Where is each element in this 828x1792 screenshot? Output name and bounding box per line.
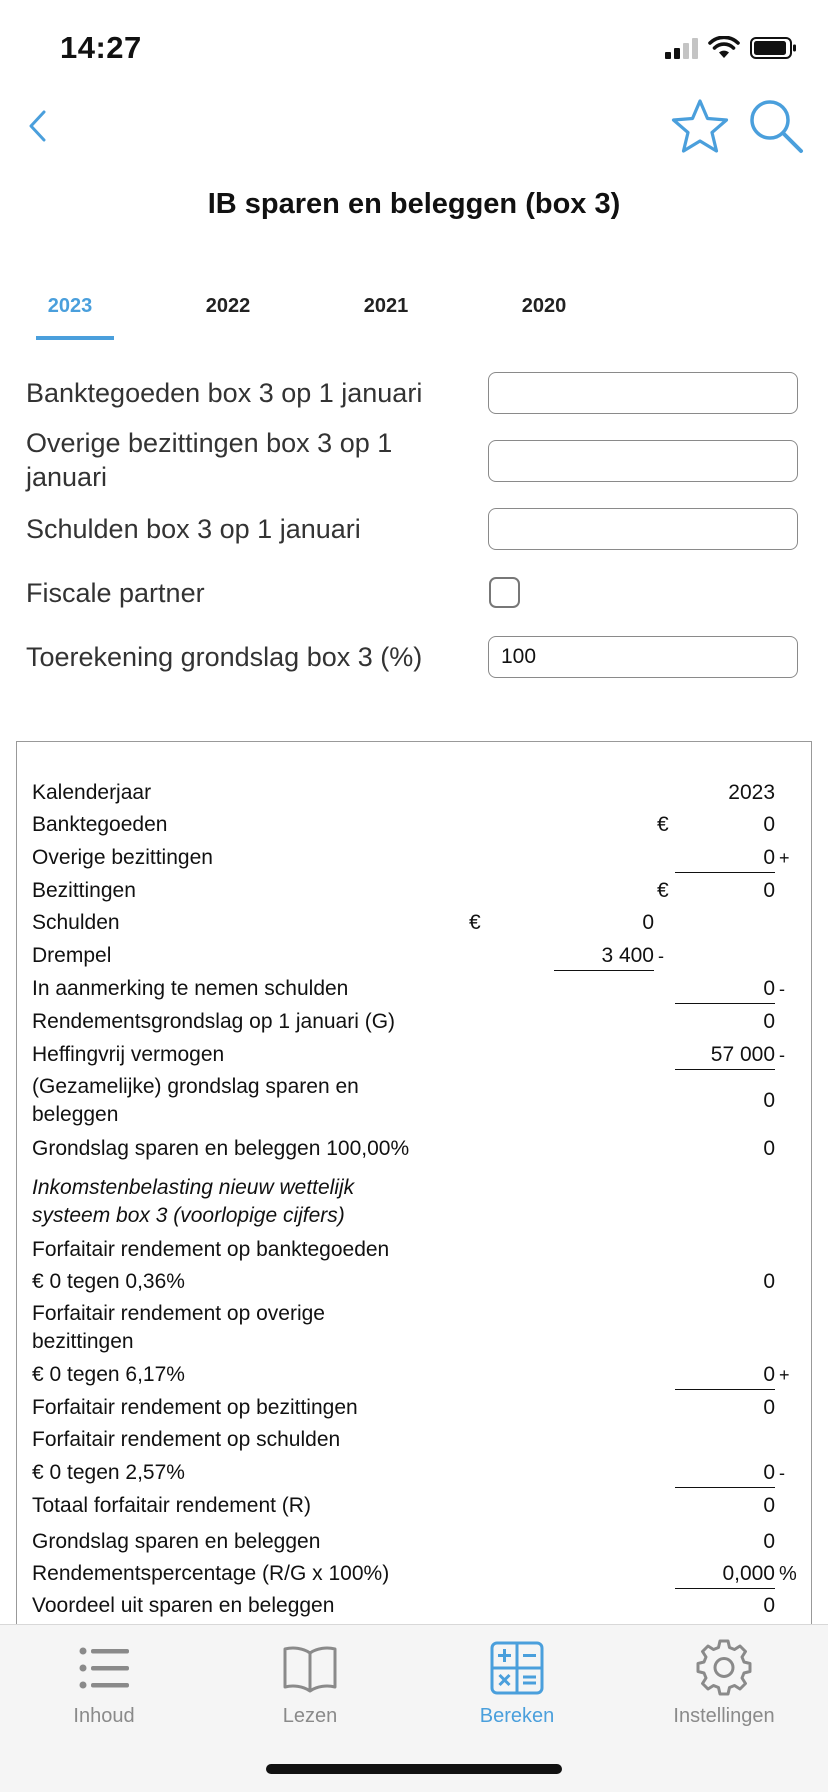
tab-2020[interactable]: 2020 bbox=[521, 295, 567, 317]
operator-sign: - bbox=[779, 979, 785, 999]
status-time: 14:27 bbox=[60, 30, 142, 65]
result-label: Schulden bbox=[32, 911, 120, 934]
currency-symbol: € bbox=[657, 813, 669, 836]
result-label: In aanmerking te nemen schulden bbox=[32, 977, 349, 1000]
result-value: 0 bbox=[763, 1137, 775, 1160]
result-label: € 0 tegen 0,36% bbox=[32, 1270, 185, 1293]
result-label: Overige bezittingen bbox=[32, 846, 213, 869]
status-icons bbox=[665, 36, 798, 60]
fiscale-partner-label: Fiscale partner bbox=[26, 578, 205, 608]
overige-label-line1: Overige bezittingen box 3 op 1 bbox=[26, 428, 393, 458]
result-value: 0 bbox=[675, 1459, 775, 1488]
result-value: 0,000 bbox=[675, 1560, 775, 1589]
result-label: € 0 tegen 2,57% bbox=[32, 1461, 185, 1484]
result-value: 0 bbox=[763, 1530, 775, 1553]
tabbar-item-lezen[interactable] bbox=[240, 1639, 380, 1728]
tab-2021[interactable]: 2021 bbox=[363, 295, 409, 317]
result-label: Drempel bbox=[32, 944, 112, 967]
back-chevron-icon[interactable] bbox=[22, 106, 56, 146]
result-label: Grondslag sparen en beleggen 100,00% bbox=[32, 1137, 410, 1160]
result-label: Totaal forfaitair rendement (R) bbox=[32, 1494, 311, 1517]
percent-sign: % bbox=[779, 1563, 797, 1585]
result-value: 0 bbox=[763, 1396, 775, 1419]
section-heading-line1: Inkomstenbelasting nieuw wettelijk bbox=[32, 1176, 355, 1199]
book-icon bbox=[281, 1639, 339, 1697]
result-label-line2: beleggen bbox=[32, 1103, 119, 1126]
schulden-label: Schulden box 3 op 1 januari bbox=[26, 514, 361, 544]
result-label: Voordeel uit sparen en beleggen bbox=[32, 1594, 335, 1617]
operator-sign: + bbox=[779, 848, 790, 868]
schulden-input[interactable] bbox=[488, 508, 798, 550]
home-indicator bbox=[266, 1764, 562, 1774]
currency-symbol: € bbox=[469, 911, 481, 934]
tab-2023[interactable]: 2023 bbox=[47, 295, 93, 317]
tabbar-label: Instellingen bbox=[673, 1705, 775, 1727]
result-value: 0 bbox=[763, 879, 775, 902]
result-value: 3 400 bbox=[554, 942, 654, 971]
toerekening-input[interactable] bbox=[488, 636, 798, 678]
result-value: 2023 bbox=[728, 781, 775, 804]
gear-icon bbox=[695, 1639, 753, 1697]
favorite-star-icon[interactable] bbox=[668, 96, 732, 160]
operator-sign: - bbox=[779, 1045, 785, 1065]
result-label: Banktegoeden bbox=[32, 813, 168, 836]
result-value: 0 bbox=[675, 1361, 775, 1390]
result-label: Heffingvrij vermogen bbox=[32, 1043, 225, 1066]
page-title: IB sparen en beleggen (box 3) bbox=[207, 188, 621, 220]
wifi-icon bbox=[708, 36, 740, 60]
result-value: 0 bbox=[675, 844, 775, 873]
fiscale-partner-checkbox[interactable] bbox=[489, 577, 520, 608]
result-value: 0 bbox=[642, 911, 654, 934]
result-value: 57 000 bbox=[675, 1041, 775, 1070]
overige-label-line2: januari bbox=[26, 462, 108, 492]
section-heading-line2: systeem box 3 (voorlopige cijfers) bbox=[32, 1204, 345, 1227]
toerekening-label: Toerekening grondslag box 3 (%) bbox=[26, 642, 423, 672]
battery-icon bbox=[750, 36, 798, 60]
result-value: 0 bbox=[675, 975, 775, 1004]
tabbar-item-bereken[interactable] bbox=[447, 1639, 587, 1728]
result-label: Bezittingen bbox=[32, 879, 136, 902]
result-value: 0 bbox=[763, 1494, 775, 1517]
cellular-signal-icon bbox=[665, 37, 698, 59]
result-value: 0 bbox=[763, 1594, 775, 1617]
calculator-icon bbox=[488, 1639, 546, 1697]
year-tabs bbox=[0, 290, 640, 340]
fr-overige-heading-line1: Forfaitair rendement op overige bbox=[32, 1302, 325, 1325]
tabbar-label: Inhoud bbox=[73, 1705, 135, 1727]
currency-symbol: € bbox=[657, 879, 669, 902]
result-label-line1: (Gezamelijke) grondslag sparen en bbox=[32, 1075, 359, 1098]
fr-schulden-heading: Forfaitair rendement op schulden bbox=[32, 1428, 341, 1451]
overige-bezittingen-input[interactable] bbox=[488, 440, 798, 482]
tab-2022[interactable]: 2022 bbox=[205, 295, 251, 317]
active-tab-indicator bbox=[36, 336, 114, 340]
results-panel bbox=[16, 741, 812, 1641]
banktegoeden-label: Banktegoeden box 3 op 1 januari bbox=[26, 378, 423, 408]
result-label: € 0 tegen 6,17% bbox=[32, 1363, 185, 1386]
operator-sign: + bbox=[779, 1365, 790, 1385]
fr-bank-heading: Forfaitair rendement op banktegoeden bbox=[32, 1238, 390, 1261]
result-label: Rendementspercentage (R/G x 100%) bbox=[32, 1562, 390, 1585]
tabbar-item-instellingen[interactable] bbox=[654, 1639, 794, 1728]
tabbar-label: Bereken bbox=[479, 1705, 555, 1727]
operator-sign: - bbox=[658, 946, 664, 966]
result-label: Forfaitair rendement op bezittingen bbox=[32, 1396, 358, 1419]
result-value: 0 bbox=[763, 1089, 775, 1112]
banktegoeden-input[interactable] bbox=[488, 372, 798, 414]
list-icon bbox=[75, 1639, 133, 1697]
fr-overige-heading-line2: bezittingen bbox=[32, 1330, 134, 1353]
result-value: 0 bbox=[763, 1270, 775, 1293]
search-icon[interactable] bbox=[746, 96, 806, 156]
result-label: Grondslag sparen en beleggen bbox=[32, 1530, 321, 1553]
result-value: 0 bbox=[763, 813, 775, 836]
result-value: 0 bbox=[763, 1010, 775, 1033]
operator-sign: - bbox=[779, 1463, 785, 1483]
tabbar-item-inhoud[interactable] bbox=[34, 1639, 174, 1728]
tabbar-label: Lezen bbox=[282, 1705, 338, 1727]
result-label: Rendementsgrondslag op 1 januari (G) bbox=[32, 1010, 396, 1033]
result-label: Kalenderjaar bbox=[32, 781, 152, 804]
